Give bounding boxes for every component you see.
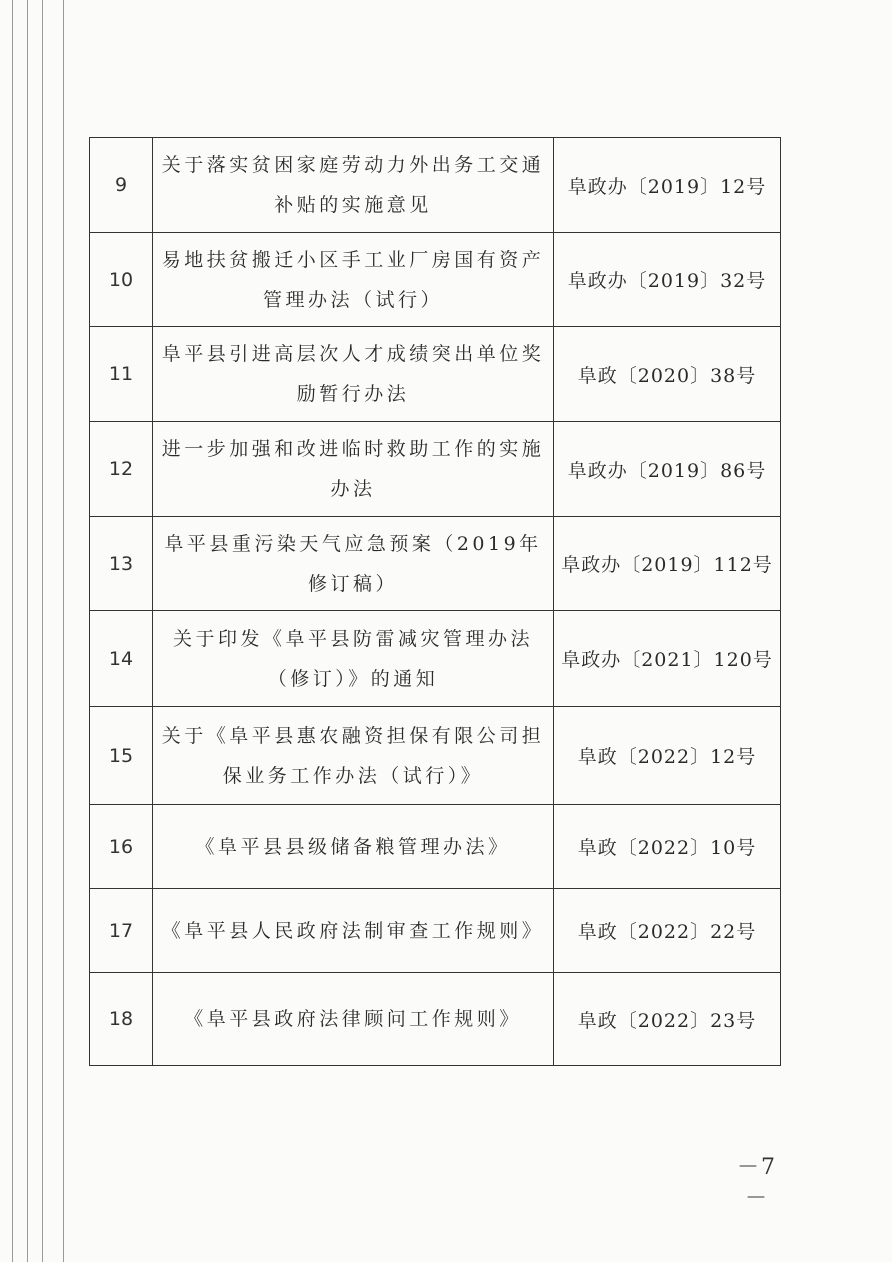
document-title: 《阜平县县级储备粮管理办法》 [153,805,554,889]
table-row [90,973,781,1066]
table-row [90,327,781,422]
row-number: 14 [90,611,153,707]
document-title: 《阜平县人民政府法制审查工作规则》 [153,889,554,973]
table-row [90,889,781,973]
document-number: 阜政〔2022〕22号 [554,889,781,973]
table-row [90,517,781,611]
document-title: 关于印发《阜平县防雷减灾管理办法（修订）》的通知 [153,611,554,707]
table-row [90,233,781,327]
table-row [90,707,781,805]
document-title: 易地扶贫搬迁小区手工业厂房国有资产管理办法（试行） [153,233,554,327]
row-number: 10 [90,233,153,327]
table-row [90,805,781,889]
document-title: 《阜平县政府法律顾问工作规则》 [153,973,554,1066]
document-number: 阜政〔2022〕10号 [554,805,781,889]
row-number: 11 [90,327,153,422]
document-title: 阜平县引进高层次人才成绩突出单位奖励暂行办法 [153,327,554,422]
row-number: 9 [90,138,153,233]
document-number: 阜政〔2022〕23号 [554,973,781,1066]
row-number: 16 [90,805,153,889]
table-row [90,138,781,233]
document-title: 进一步加强和改进临时救助工作的实施办法 [153,422,554,517]
row-number: 17 [90,889,153,973]
binding-line [12,0,13,1262]
document-number: 阜政〔2020〕38号 [554,327,781,422]
document-number: 阜政办〔2019〕112号 [554,517,781,611]
table-row [90,611,781,707]
document-number: 阜政办〔2019〕32号 [554,233,781,327]
regulations-table [89,137,781,1066]
binding-line [63,0,64,1262]
document-title: 关于《阜平县惠农融资担保有限公司担保业务工作办法（试行）》 [153,707,554,805]
document-title: 阜平县重污染天气应急预案（2019年修订稿） [153,517,554,611]
row-number: 13 [90,517,153,611]
binding-line [42,0,43,1262]
document-number: 阜政〔2022〕12号 [554,707,781,805]
table-row [90,422,781,517]
row-number: 18 [90,973,153,1066]
document-number: 阜政办〔2019〕86号 [554,422,781,517]
document-number: 阜政办〔2021〕120号 [554,611,781,707]
document-number: 阜政办〔2019〕12号 [554,138,781,233]
document-title: 关于落实贫困家庭劳动力外出务工交通补贴的实施意见 [153,138,554,233]
binding-line [27,0,28,1262]
row-number: 15 [90,707,153,805]
page-number: －7－ [737,1155,777,1211]
row-number: 12 [90,422,153,517]
